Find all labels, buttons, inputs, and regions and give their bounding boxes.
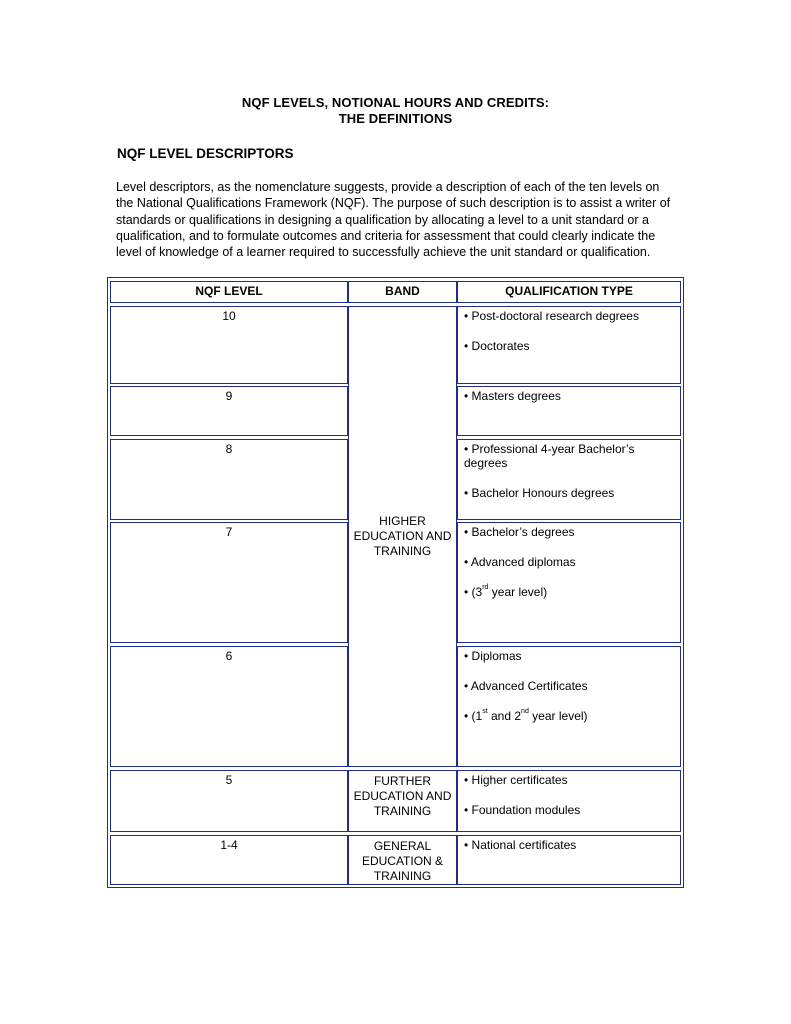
- band-general-education: [348, 835, 457, 885]
- qualification-cell: [457, 439, 681, 520]
- qualification-item: • Higher certificates: [464, 773, 568, 787]
- document-title-line-2: THE DEFINITIONS: [338, 111, 453, 126]
- qualification-item: • Advanced Certificates: [464, 679, 588, 693]
- qualification-cell: [457, 386, 681, 436]
- qualification-item: • Doctorates: [464, 339, 530, 353]
- level-cell: 5: [110, 770, 348, 832]
- qualification-item: • Diplomas: [464, 649, 522, 663]
- header-nqf-level: NQF LEVEL: [110, 281, 348, 303]
- band-further-education: [348, 770, 457, 832]
- section-heading: NQF LEVEL DESCRIPTORS: [117, 146, 294, 161]
- level-cell: 1-4: [110, 835, 348, 885]
- qualification-cell: [457, 522, 681, 643]
- qualification-cell: [457, 306, 681, 384]
- qualification-year-note: • (1st and 2nd year level): [464, 708, 588, 723]
- header-qualification-type: QUALIFICATION TYPE: [457, 281, 681, 303]
- level-cell: 7: [110, 522, 348, 643]
- intro-paragraph: Level descriptors, as the nomenclature suggests, provide a description of each of the ten levels on the National Qualifications Framework (NQF). The purpose of such description is to assist a writer of standards or qualifications in designing a qualification by allocating a level to a unit standard or a qualification, and to formulate outcomes and criteria for assessment that could clearly indicate the level of knowledge of a learner required to successfully achieve the unit standard or qualification.: [116, 180, 671, 260]
- band-label: HIGHER EDUCATION AND TRAINING: [353, 514, 452, 558]
- qualification-item: • Masters degrees: [464, 389, 561, 403]
- qualification-item: • National certificates: [464, 838, 577, 852]
- header-band: BAND: [348, 281, 457, 303]
- level-cell: 6: [110, 646, 348, 767]
- qualification-item: • Bachelor Honours degrees: [464, 486, 615, 500]
- qualification-cell: [457, 835, 681, 885]
- band-label: FURTHER EDUCATION AND TRAINING: [353, 774, 452, 818]
- qualification-cell: [457, 770, 681, 832]
- band-higher-education: [348, 306, 457, 767]
- qualification-cell: [457, 646, 681, 767]
- band-label: GENERAL EDUCATION & TRAINING: [361, 839, 444, 883]
- level-cell: 10: [110, 306, 348, 384]
- document-title-line-1: NQF LEVELS, NOTIONAL HOURS AND CREDITS:: [241, 95, 550, 110]
- qualification-year-note: • (3rd year level): [464, 584, 548, 599]
- qualification-item: • Foundation modules: [464, 803, 581, 817]
- level-cell: 9: [110, 386, 348, 436]
- qualification-item: • Advanced diplomas: [464, 555, 576, 569]
- level-cell: 8: [110, 439, 348, 520]
- qualification-item: • Bachelor’s degrees: [464, 525, 575, 539]
- qualification-item: • Post-doctoral research degrees: [464, 309, 639, 323]
- qualification-item: • Professional 4-year Bachelor’s degrees: [464, 442, 635, 470]
